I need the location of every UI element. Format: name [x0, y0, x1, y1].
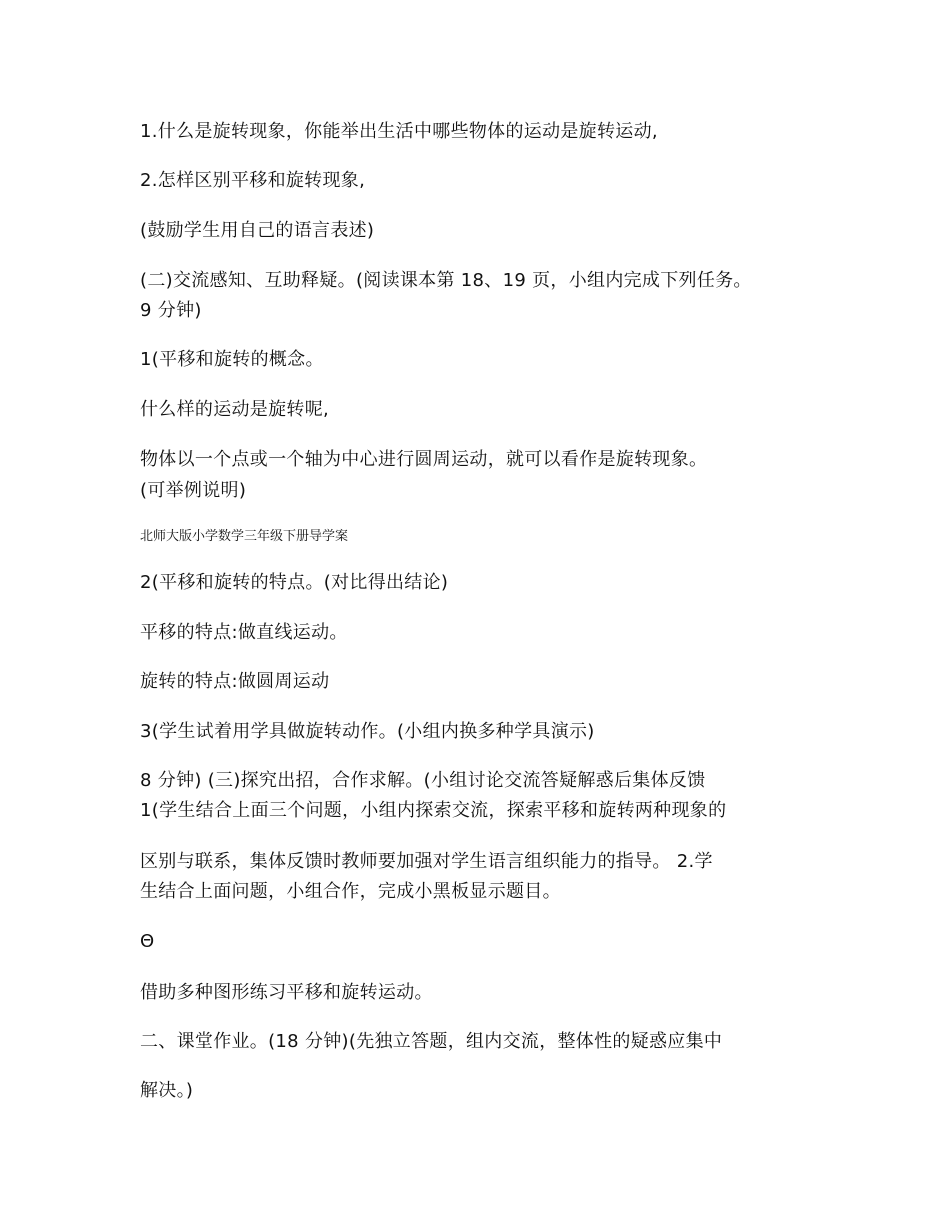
text-line: 二、课堂作业。(18 分钟)(先独立答题，组内交流，整体性的疑惑应集中: [140, 1031, 723, 1052]
text-line: 1(平移和旋转的概念。: [140, 349, 324, 370]
text-line: 生结合上面问题，小组合作，完成小黑板显示题目。: [140, 881, 561, 902]
text-line: 区别与联系，集体反馈时教师要加强对学生语言组织能力的指导。 2.学: [140, 851, 713, 872]
page-header-note: 北师大版小学数学三年级下册导学案: [140, 529, 349, 544]
text-line: 2.怎样区别平移和旋转现象,: [140, 170, 366, 191]
text-line: (鼓励学生用自己的语言表述): [140, 220, 375, 241]
text-line: 平移的特点:做直线运动。: [140, 622, 348, 643]
theta-symbol: Θ: [140, 931, 155, 952]
text-line: (可举例说明): [140, 480, 247, 501]
text-line: 8 分钟) (三)探究出招，合作求解。(小组讨论交流答疑解惑后集体反馈: [140, 770, 706, 791]
text-line: 借助多种图形练习平移和旋转运动。: [140, 982, 433, 1003]
text-line: 什么样的运动是旋转呢,: [140, 399, 330, 420]
text-line: 1(学生结合上面三个问题，小组内探索交流，探索平移和旋转两种现象的: [140, 800, 727, 821]
text-line: 3(学生试着用学具做旋转动作。(小组内换多种学具演示): [140, 721, 595, 742]
text-line: 2(平移和旋转的特点。(对比得出结论): [140, 572, 449, 593]
text-line: 旋转的特点:做圆周运动: [140, 671, 330, 692]
text-line: 解决。): [140, 1080, 194, 1101]
text-line: (二)交流感知、互助释疑。(阅读课本第 18、19 页，小组内完成下列任务。: [140, 270, 752, 291]
text-line: 9 分钟): [140, 300, 202, 321]
text-line: 1.什么是旋转现象，你能举出生活中哪些物体的运动是旋转运动,: [140, 121, 658, 142]
text-line: 物体以一个点或一个轴为中心进行圆周运动，就可以看作是旋转现象。: [140, 449, 708, 470]
